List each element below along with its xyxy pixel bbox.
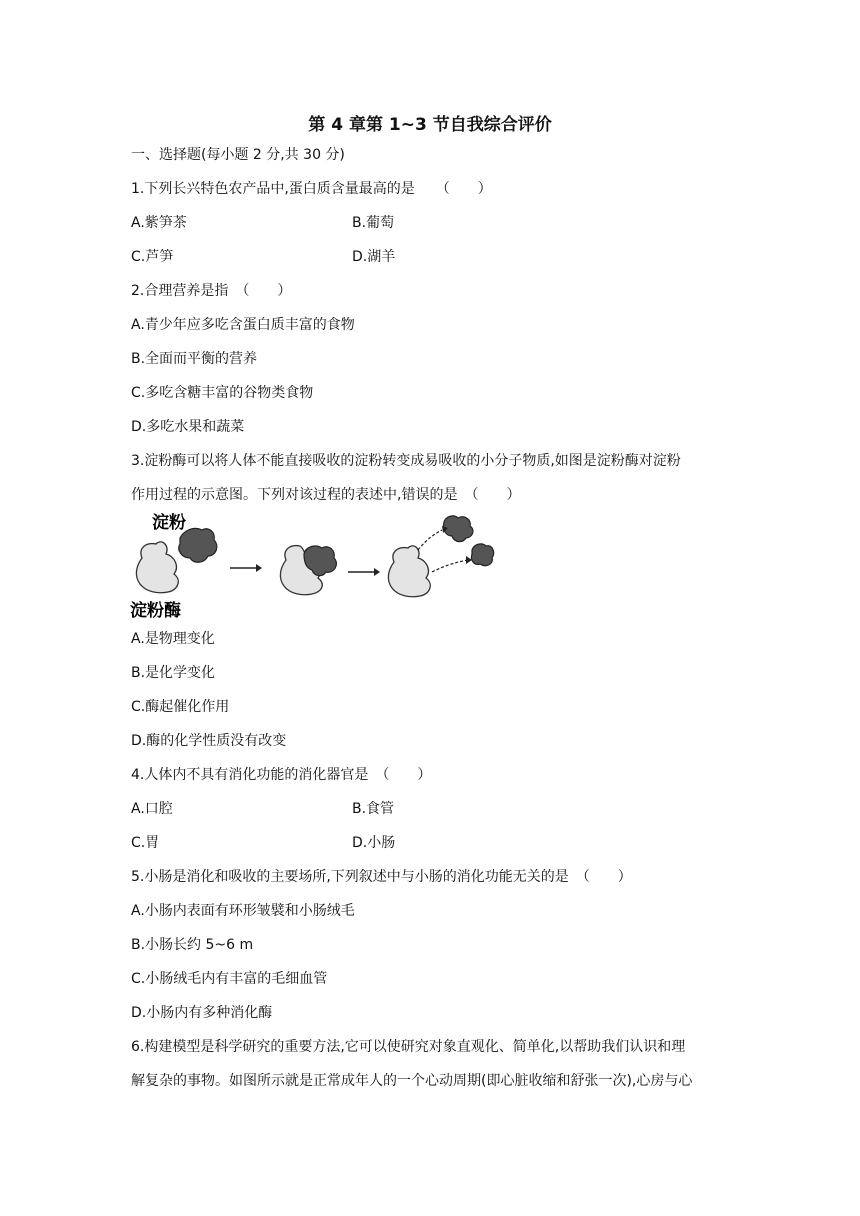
label-enzyme: 淀粉酶 [130, 601, 181, 621]
question-6-stem-line-1: 6.构建模型是科学研究的重要方法,它可以使研究对象直观化、简单化,以帮助我们认识和理 [131, 1039, 686, 1055]
page-title: 第 4 章第 1~3 节自我综合评价 [308, 115, 552, 135]
q1-option-a: A.紫笋茶 [131, 215, 187, 231]
q5-option-a: A.小肠内表面有环形皱襞和小肠绒毛 [131, 903, 355, 919]
question-3-stem-line-2: 作用过程的示意图。下列对该过程的表述中,错误的是 （ ） [131, 487, 521, 503]
question-2-stem: 2.合理营养是指 （ ） [131, 283, 292, 299]
question-5-stem: 5.小肠是消化和吸收的主要场所,下列叙述中与小肠的消化功能无关的是 （ ） [131, 869, 632, 885]
enzyme-shape-3 [388, 546, 430, 597]
q5-option-b: B.小肠长约 5~6 m [131, 937, 254, 953]
starch-shape-1 [179, 528, 217, 562]
question-4-stem: 4.人体内不具有消化功能的消化器官是 （ ） [131, 767, 432, 783]
product-arrow-1 [418, 530, 442, 550]
q1-option-row-2 [131, 248, 396, 266]
q5-option-d: D.小肠内有多种消化酶 [131, 1005, 273, 1021]
product-shape-1 [443, 516, 472, 542]
q5-option-c: C.小肠绒毛内有丰富的毛细血管 [131, 971, 328, 987]
q3-option-d: D.酶的化学性质没有改变 [131, 733, 287, 749]
q3-option-a: A.是物理变化 [131, 631, 215, 647]
q3-option-c: C.酶起催化作用 [131, 699, 230, 715]
q4-option-d: D.小肠 [352, 835, 396, 851]
enzyme-shape-1 [136, 542, 178, 593]
q1-option-row-1 [131, 214, 395, 232]
enzyme-diagram-svg [128, 508, 498, 623]
q2-option-a: A.青少年应多吃含蛋白质丰富的食物 [131, 317, 355, 333]
q3-option-b: B.是化学变化 [131, 665, 216, 681]
q4-option-row-1 [131, 800, 395, 818]
question-3-stem-line-1: 3.淀粉酶可以将人体不能直接吸收的淀粉转变成易吸收的小分子物质,如图是淀粉酶对淀粉 [131, 453, 681, 469]
q1-option-b: B.葡萄 [352, 215, 395, 231]
label-starch: 淀粉 [152, 513, 186, 533]
arrow-1-head [256, 564, 262, 572]
q2-option-d: D.多吃水果和蔬菜 [131, 419, 245, 435]
q2-option-c: C.多吃含糖丰富的谷物类食物 [131, 385, 314, 401]
product-shape-2 [471, 544, 493, 566]
q4-option-c: C.胃 [131, 835, 160, 851]
q2-option-b: B.全面而平衡的营养 [131, 351, 258, 367]
q1-option-d: D.湖羊 [352, 249, 396, 265]
product-arrow-2 [432, 560, 468, 572]
q4-option-a: A.口腔 [131, 801, 173, 817]
enzyme-diagram [128, 508, 498, 623]
arrow-2-head [374, 568, 380, 576]
question-6-stem-line-2: 解复杂的事物。如图所示就是正常成年人的一个心动周期(即心脏收缩和舒张一次),心房与心 [131, 1073, 693, 1089]
q1-option-c: C.芦笋 [131, 249, 174, 265]
q4-option-b: B.食管 [352, 801, 395, 817]
question-1-stem: 1.下列长兴特色农产品中,蛋白质含量最高的是 （ ） [131, 181, 492, 197]
section-heading: 一、选择题(每小题 2 分,共 30 分) [131, 147, 345, 163]
q4-option-row-2 [131, 834, 396, 852]
